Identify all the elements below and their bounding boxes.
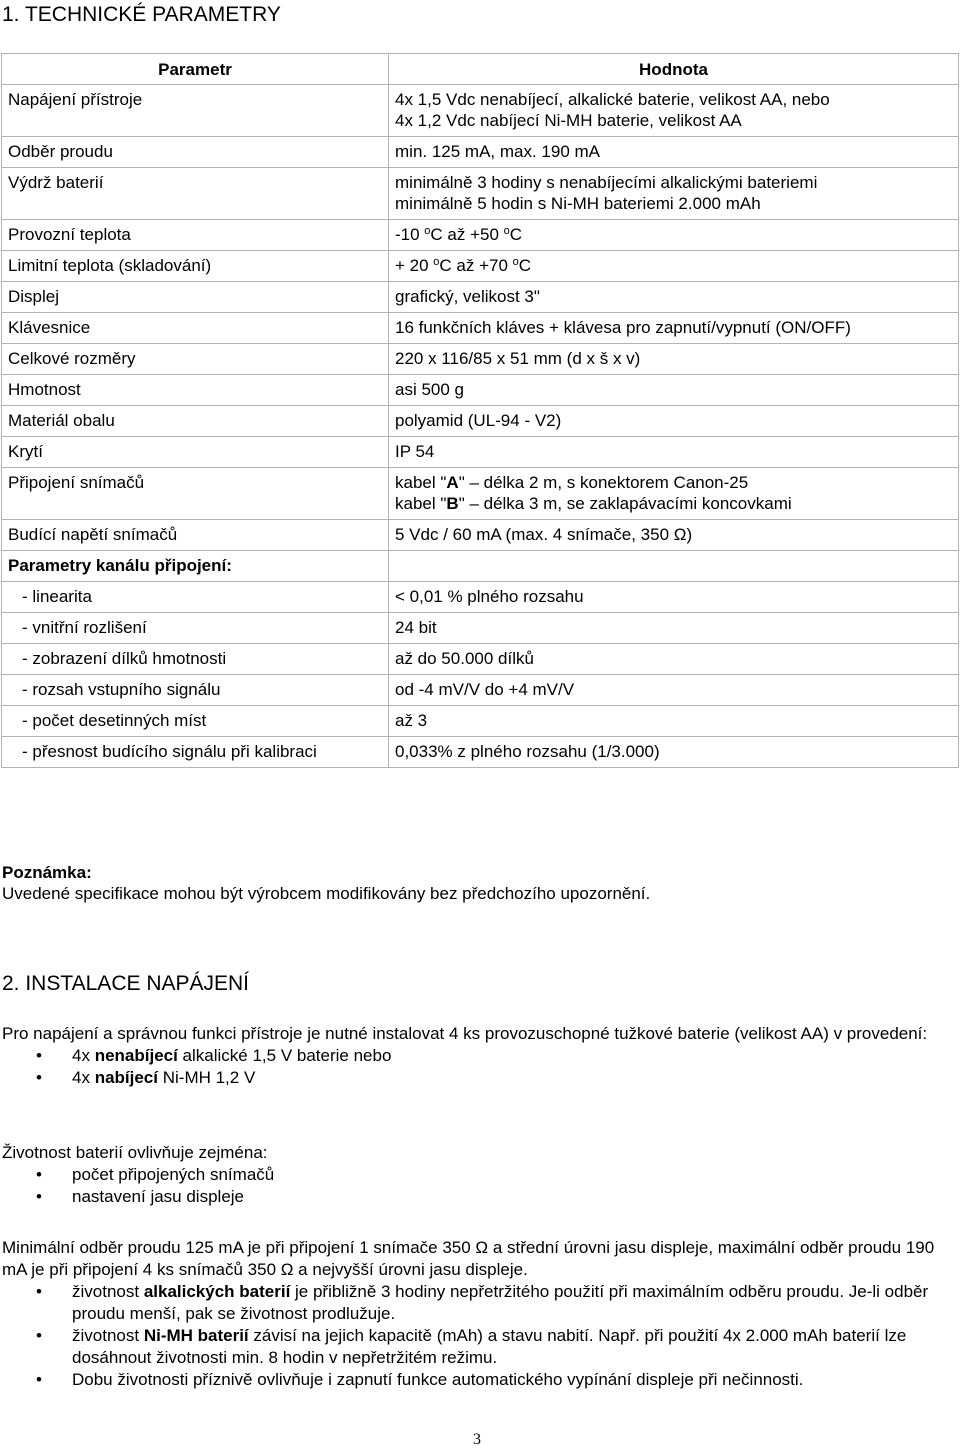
table-row <box>2 706 959 737</box>
value-cell <box>389 251 959 282</box>
param-group-heading: Parametry kanálu připojení: <box>2 551 389 582</box>
emphasis: nenabíjecí <box>94 1046 178 1065</box>
table-row <box>2 344 959 375</box>
text-part: závisí na jejich kapacitě (mAh) a stavu nabití. Např. při použití 4x 2.000 mAh baterií lze dosáhnout životnosti min. 8 hodin v nepřetržitém režimu. <box>72 1326 907 1367</box>
table-row <box>2 468 959 520</box>
value-cell: polyamid (UL-94 - V2) <box>389 406 959 437</box>
value-part: -10 <box>395 225 425 244</box>
value-cell <box>389 168 959 220</box>
value-cell <box>389 468 959 520</box>
text-part: 4x <box>72 1068 95 1087</box>
value-line: 4x 1,2 Vdc nabíjecí Ni-MH baterie, velikost AA <box>395 111 742 130</box>
list-item <box>2 1045 942 1067</box>
value-cell: 5 Vdc / 60 mA (max. 4 snímače, 350 Ω) <box>389 520 959 551</box>
table-row <box>2 520 959 551</box>
value-cell <box>389 85 959 137</box>
text-part: životnost <box>72 1326 144 1345</box>
value-line: minimálně 3 hodiny s nenabíjecími alkalickými bateriemi <box>395 173 818 192</box>
param-cell: Odběr proudu <box>2 137 389 168</box>
value-cell: 16 funkčních kláves + klávesa pro zapnutí/vypnutí (ON/OFF) <box>389 313 959 344</box>
param-cell: Materiál obalu <box>2 406 389 437</box>
paragraph: Pro napájení a správnou funkci přístroje je nutné instalovat 4 ks provozuschopné tužkové baterie (velikost AA) v provedení: <box>2 1024 928 1043</box>
value-line: 4x 1,5 Vdc nenabíjecí, alkalické baterie, velikost AA, nebo <box>395 90 830 109</box>
note-text: Uvedené specifikace mohou být výrobcem modifikovány bez předchozího upozornění. <box>2 884 651 903</box>
technical-parameters-table <box>1 53 959 768</box>
param-cell: - zobrazení dílků hmotnosti <box>2 644 389 675</box>
emphasis: nabíjecí <box>94 1068 158 1087</box>
value-cell: až do 50.000 dílků <box>389 644 959 675</box>
table-row <box>2 313 959 344</box>
value-line <box>395 493 953 514</box>
value-cell: < 0,01 % plného rozsahu <box>389 582 959 613</box>
param-cell: - rozsah vstupního signálu <box>2 675 389 706</box>
emphasis: alkalických baterií <box>143 1282 291 1301</box>
param-cell: Napájení přístroje <box>2 85 389 137</box>
param-cell: Celkové rozměry <box>2 344 389 375</box>
note-block <box>2 862 650 904</box>
param-cell: Připojení snímačů <box>2 468 389 520</box>
value-cell: od -4 mV/V do +4 mV/V <box>389 675 959 706</box>
value-cell: IP 54 <box>389 437 959 468</box>
table-row <box>2 220 959 251</box>
current-consumption-section <box>2 1237 947 1391</box>
value-cell: 0,033% z plného rozsahu (1/3.000) <box>389 737 959 768</box>
text-part: je přibližně 3 hodiny nepřetržitého použití při maximálním odběru proudu. Je-li odběr proudu menší, pak se životnost prodlužuje. <box>72 1282 929 1323</box>
table-row <box>2 85 959 137</box>
text-part: 4x <box>72 1046 95 1065</box>
value-cell <box>389 220 959 251</box>
value-part: C až +70 <box>439 256 513 275</box>
table-row <box>2 644 959 675</box>
param-cell: Krytí <box>2 437 389 468</box>
value-part: " – délka 2 m, s konektorem Canon-25 <box>458 473 749 492</box>
value-part: C <box>509 225 523 244</box>
value-cell: asi 500 g <box>389 375 959 406</box>
value-cell: 220 x 116/85 x 51 mm (d x š x v) <box>389 344 959 375</box>
param-cell: Hmotnost <box>2 375 389 406</box>
degree-mark: o <box>512 256 519 268</box>
table-row <box>2 168 959 220</box>
value-cell: 24 bit <box>389 613 959 644</box>
value-cell: až 3 <box>389 706 959 737</box>
battery-life-list <box>2 1281 947 1391</box>
column-header-value: Hodnota <box>389 54 959 85</box>
param-cell: Displej <box>2 282 389 313</box>
value-line: minimálně 5 hodin s Ni-MH bateriemi 2.000 mAh <box>395 194 761 213</box>
value-part: kabel " <box>395 473 447 492</box>
list-item <box>2 1067 942 1089</box>
column-header-parameter: Parametr <box>2 54 389 85</box>
power-requirements-section <box>2 1023 942 1089</box>
value-part: + 20 <box>395 256 434 275</box>
table-row <box>2 613 959 644</box>
value-part: C <box>518 256 532 275</box>
table-row <box>2 551 959 582</box>
battery-type-list <box>2 1045 942 1089</box>
value-part: C až +50 <box>430 225 504 244</box>
table-row <box>2 737 959 768</box>
table-row <box>2 406 959 437</box>
value-cell: grafický, velikost 3" <box>389 282 959 313</box>
param-cell: Klávesnice <box>2 313 389 344</box>
list-item <box>2 1281 947 1325</box>
value-part: " – délka 3 m, se zaklapávacími koncovkami <box>458 494 792 513</box>
section-heading-technical-parameters: 1. TECHNICKÉ PARAMETRY <box>2 3 281 26</box>
paragraph: Životnost baterií ovlivňuje zejména: <box>2 1143 268 1162</box>
value-line <box>395 472 953 493</box>
param-cell: Provozní teplota <box>2 220 389 251</box>
text-part: životnost <box>72 1282 144 1301</box>
list-item: • Dobu životnosti příznivě ovlivňuje i zapnutí funkce automatického vypínání displeje při nečinnosti. <box>2 1369 947 1391</box>
section-heading-power-installation: 2. INSTALACE NAPÁJENÍ <box>2 972 250 995</box>
table-row <box>2 251 959 282</box>
param-cell: - počet desetinných míst <box>2 706 389 737</box>
table-row <box>2 282 959 313</box>
table-row <box>2 675 959 706</box>
degree-mark: o <box>503 225 510 237</box>
table-row <box>2 437 959 468</box>
value-cell <box>389 551 959 582</box>
list-item <box>2 1325 947 1369</box>
param-cell: - linearita <box>2 582 389 613</box>
text-part: alkalické 1,5 V baterie nebo <box>177 1046 392 1065</box>
list-item: • počet připojených snímačů <box>2 1164 274 1186</box>
list-item: • nastavení jasu displeje <box>2 1186 274 1208</box>
emphasis: Ni-MH baterií <box>143 1326 249 1345</box>
param-cell: Limitní teplota (skladování) <box>2 251 389 282</box>
table-header-row <box>2 54 959 85</box>
degree-mark: o <box>433 256 440 268</box>
page-number: 3 <box>473 1431 481 1448</box>
value-part: kabel " <box>395 494 447 513</box>
table-row <box>2 375 959 406</box>
factor-list <box>2 1164 274 1208</box>
param-cell: - přesnost budícího signálu při kalibraci <box>2 737 389 768</box>
param-cell: Výdrž baterií <box>2 168 389 220</box>
table-row <box>2 582 959 613</box>
table-row <box>2 137 959 168</box>
text-part: Ni-MH 1,2 V <box>158 1068 256 1087</box>
note-label: Poznámka: <box>2 863 92 882</box>
cable-id-b: B <box>446 494 459 513</box>
degree-mark: o <box>424 225 431 237</box>
cable-id-a: A <box>446 473 459 492</box>
value-cell: min. 125 mA, max. 190 mA <box>389 137 959 168</box>
battery-life-factors-section <box>2 1142 274 1208</box>
paragraph: Minimální odběr proudu 125 mA je při připojení 1 snímače 350 Ω a střední úrovni jasu displeje, maximální odběr proudu 190 mA je při připojení 4 ks snímačů 350 Ω a nejvyšší úrovni jasu displeje. <box>2 1238 935 1279</box>
param-cell: Budící napětí snímačů <box>2 520 389 551</box>
param-cell: - vnitřní rozlišení <box>2 613 389 644</box>
